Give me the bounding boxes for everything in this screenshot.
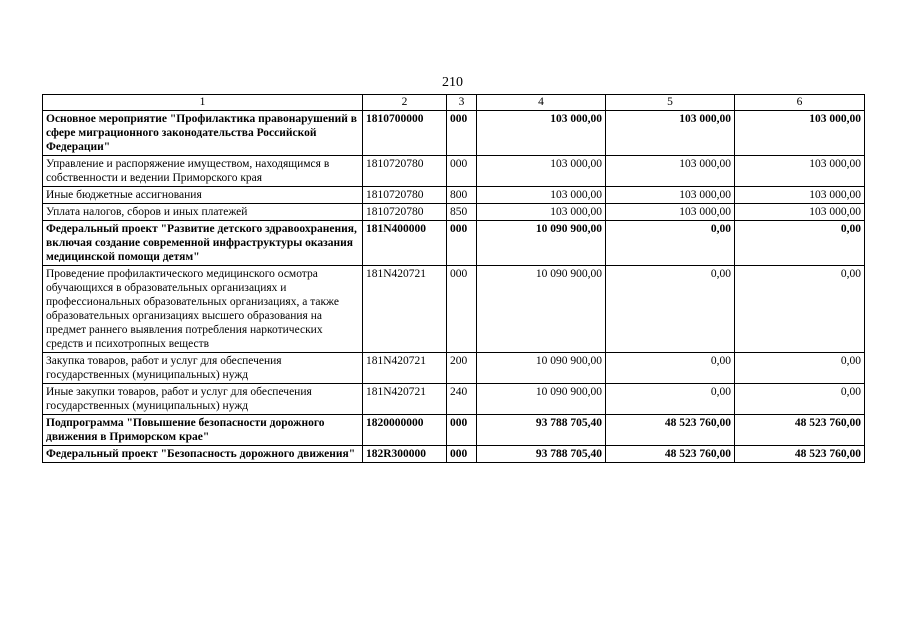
- row-value-4: 10 090 900,00: [477, 221, 606, 266]
- row-name: Управление и распоряжение имуществом, находящимся в собственности и ведении Приморского края: [43, 156, 363, 187]
- row-code: 1820000000: [363, 415, 447, 446]
- page-number: 210: [442, 75, 463, 90]
- row-code: 182R300000: [363, 446, 447, 463]
- row-code: 1810720780: [363, 156, 447, 187]
- row-name: Федеральный проект "Развитие детского здравоохранения, включая создание современной инфраструктуры оказания медицинской помощи детям": [43, 221, 363, 266]
- table-row: [43, 204, 865, 221]
- table-row: [43, 156, 865, 187]
- row-code: 1810700000: [363, 111, 447, 156]
- row-vr: 800: [447, 187, 477, 204]
- row-value-5: 103 000,00: [606, 111, 735, 156]
- row-name: Иные бюджетные ассигнования: [43, 187, 363, 204]
- table-row: [43, 221, 865, 266]
- row-value-6: 0,00: [735, 266, 865, 353]
- row-vr: 000: [447, 266, 477, 353]
- row-name: Подпрограмма "Повышение безопасности дорожного движения в Приморском крае": [43, 415, 363, 446]
- row-value-4: 10 090 900,00: [477, 353, 606, 384]
- column-header: 4: [477, 95, 606, 111]
- row-value-5: 48 523 760,00: [606, 415, 735, 446]
- row-name: Закупка товаров, работ и услуг для обеспечения государственных (муниципальных) нужд: [43, 353, 363, 384]
- row-value-4: 93 788 705,40: [477, 415, 606, 446]
- column-header: 5: [606, 95, 735, 111]
- table-row: [43, 187, 865, 204]
- row-value-5: 103 000,00: [606, 156, 735, 187]
- table-row: [43, 111, 865, 156]
- row-value-6: 0,00: [735, 384, 865, 415]
- row-vr: 240: [447, 384, 477, 415]
- table-row: [43, 415, 865, 446]
- row-name: Уплата налогов, сборов и иных платежей: [43, 204, 363, 221]
- row-vr: 000: [447, 415, 477, 446]
- row-code: 181N420721: [363, 353, 447, 384]
- row-value-4: 10 090 900,00: [477, 266, 606, 353]
- row-vr: 850: [447, 204, 477, 221]
- row-value-6: 103 000,00: [735, 204, 865, 221]
- row-name: Иные закупки товаров, работ и услуг для обеспечения государственных (муниципальных) нужд: [43, 384, 363, 415]
- row-vr: 000: [447, 156, 477, 187]
- row-name: Проведение профилактического медицинского осмотра обучающихся в образовательных организациях и профессиональных образовательных организациях, а также образовательных организациях высшего образования на предмет раннего выявления потребления наркотических средств и психотропных веществ: [43, 266, 363, 353]
- row-vr: 000: [447, 446, 477, 463]
- table-row: [43, 446, 865, 463]
- row-name: Основное мероприятие "Профилактика правонарушений в сфере миграционного законодательства Российской Федерации": [43, 111, 363, 156]
- row-name: Федеральный проект "Безопасность дорожного движения": [43, 446, 363, 463]
- row-value-6: 103 000,00: [735, 187, 865, 204]
- row-value-6: 48 523 760,00: [735, 415, 865, 446]
- row-value-6: 48 523 760,00: [735, 446, 865, 463]
- row-value-4: 93 788 705,40: [477, 446, 606, 463]
- row-value-5: 0,00: [606, 353, 735, 384]
- column-header: 3: [447, 95, 477, 111]
- row-value-6: 0,00: [735, 221, 865, 266]
- row-value-5: 48 523 760,00: [606, 446, 735, 463]
- row-value-5: 0,00: [606, 266, 735, 353]
- table-row: [43, 384, 865, 415]
- row-vr: 000: [447, 221, 477, 266]
- row-value-5: 103 000,00: [606, 187, 735, 204]
- row-code: 181N420721: [363, 384, 447, 415]
- row-code: 1810720780: [363, 187, 447, 204]
- column-header: 1: [43, 95, 363, 111]
- table-row: [43, 266, 865, 353]
- row-code: 181N420721: [363, 266, 447, 353]
- row-value-4: 103 000,00: [477, 204, 606, 221]
- table-header-row: [43, 95, 865, 111]
- row-vr: 000: [447, 111, 477, 156]
- table-row: [43, 353, 865, 384]
- column-header: 2: [363, 95, 447, 111]
- row-value-6: 103 000,00: [735, 156, 865, 187]
- row-value-5: 103 000,00: [606, 204, 735, 221]
- row-code: 1810720780: [363, 204, 447, 221]
- row-value-4: 103 000,00: [477, 156, 606, 187]
- column-header: 6: [735, 95, 865, 111]
- row-value-4: 10 090 900,00: [477, 384, 606, 415]
- budget-table: [42, 94, 865, 463]
- row-value-4: 103 000,00: [477, 187, 606, 204]
- row-code: 181N400000: [363, 221, 447, 266]
- row-value-4: 103 000,00: [477, 111, 606, 156]
- row-vr: 200: [447, 353, 477, 384]
- row-value-6: 0,00: [735, 353, 865, 384]
- row-value-6: 103 000,00: [735, 111, 865, 156]
- row-value-5: 0,00: [606, 384, 735, 415]
- row-value-5: 0,00: [606, 221, 735, 266]
